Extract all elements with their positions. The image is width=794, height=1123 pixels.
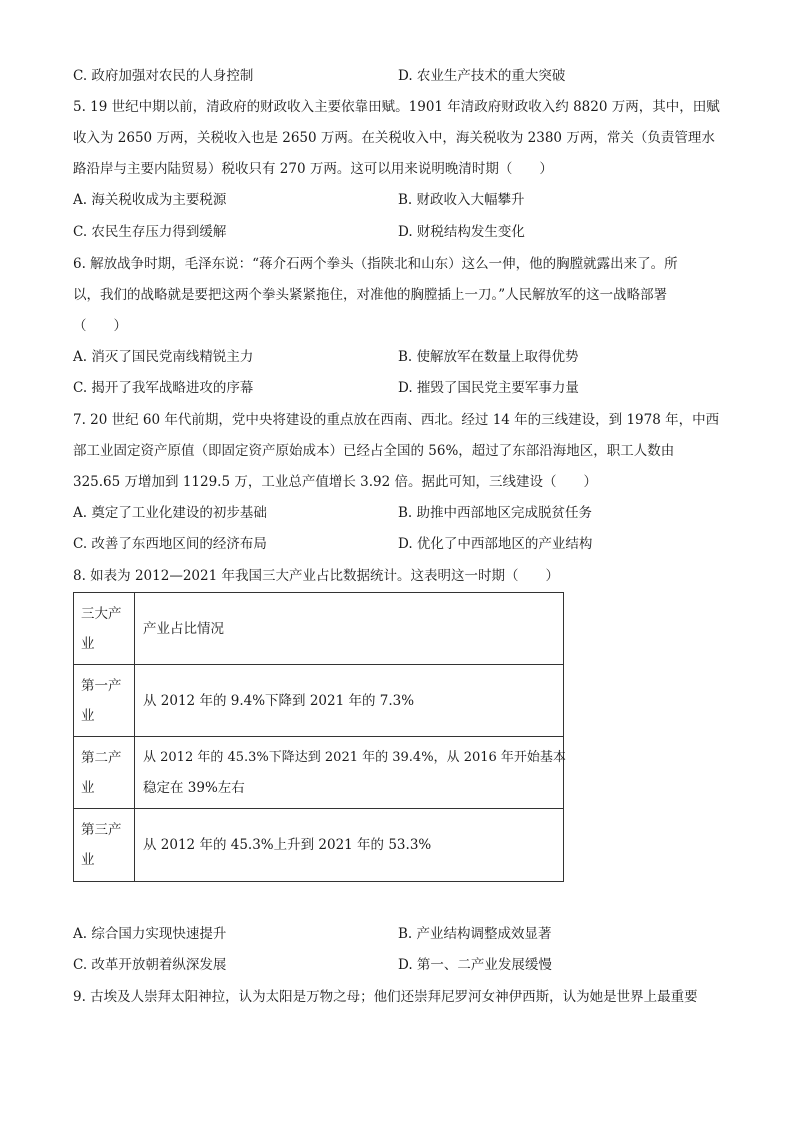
q7-option-c: C. 改善了东西地区间的经济布局	[73, 536, 267, 552]
table-cell-desc	[135, 737, 564, 809]
table-cell-industry	[74, 809, 135, 882]
industry-label-line-1: 第一产	[81, 677, 122, 694]
q5-option-b: B. 财政收入大幅攀升	[398, 192, 525, 208]
q6-stem-line-2: 以，我们的战略就是要把这两个拳头紧紧拖住，对准他的胸膛插上一刀。”人民解放军的这一战略部署	[73, 287, 668, 303]
table-cell-industry	[74, 665, 135, 737]
industry-label-line-2: 业	[81, 779, 95, 796]
table-header-cell	[74, 593, 135, 665]
industry-label-line-1: 第三产	[81, 822, 122, 838]
q5-option-c: C. 农民生存压力得到缓解	[73, 224, 227, 240]
table-row	[74, 665, 564, 737]
industry-share-table	[73, 592, 564, 882]
header-share-text: 产业占比情况	[143, 620, 224, 637]
q7-stem-line-3: 325.65 万增加到 1129.5 万，工业总产值增长 3.92 倍。据此可知，三线建设（ ）	[73, 474, 597, 490]
q8-option-d: D. 第一、二产业发展缓慢	[398, 957, 552, 973]
table-header-cell	[135, 593, 564, 665]
q6-stem-line-1: 6. 解放战争时期，毛泽东说：“蒋介石两个拳头（指陕北和山东）这么一伸，他的胸膛就露出来了。所	[73, 256, 678, 272]
q5-stem-line-3: 路沿岸与主要内陆贸易）税收只有 270 万两。这可以用来说明晚清时期（ ）	[73, 161, 553, 177]
q6-option-c: C. 揭开了我军战略进攻的序幕	[73, 380, 254, 396]
q7-stem-line-2: 部工业固定资产原值（即固定资产原始成本）已经占全国的 56%，超过了东部沿海地区，职工人数由	[73, 443, 675, 459]
q7-option-a: A. 奠定了工业化建设的初步基础	[73, 505, 267, 521]
table-header-row	[74, 593, 564, 665]
table-row	[74, 737, 564, 809]
industry-label-line-2: 业	[81, 852, 95, 868]
q6-stem-line-3: （ ）	[73, 318, 127, 334]
table-cell-desc	[135, 665, 564, 737]
q9-stem-line-1: 9. 古埃及人崇拜太阳神拉，认为太阳是万物之母；他们还崇拜尼罗河女神伊西斯，认为她是世界上最重要	[73, 989, 698, 1005]
industry-label-line-1: 第二产	[81, 749, 122, 766]
desc-line-1: 从 2012 年的 9.4%下降到 2021 年的 7.3%	[143, 692, 415, 709]
q8-option-a: A. 综合国力实现快速提升	[73, 926, 227, 942]
q5-option-d: D. 财税结构发生变化	[398, 224, 525, 240]
q4-option-d: D. 农业生产技术的重大突破	[398, 68, 566, 84]
header-industry-text: 三大产业	[81, 605, 122, 652]
q7-stem-line-1: 7. 20 世纪 60 年代前期，党中央将建设的重点放在西南、西北。经过 14 年的三线建设，到 1978 年，中西	[73, 412, 720, 428]
q5-stem-line-2: 收入为 2650 万两，关税收入也是 2650 万两。在关税收入中，海关税收为 2380 万两，常关（负责管理水	[73, 130, 715, 146]
desc-line-1: 从 2012 年的 45.3%上升到 2021 年的 53.3%	[143, 837, 432, 853]
industry-label-line-2: 业	[81, 707, 95, 724]
q5-stem-line-1: 5. 19 世纪中期以前，清政府的财政收入主要依靠田赋。1901 年清政府财政收入约 8820 万两，其中，田赋	[73, 99, 720, 115]
q4-option-c: C. 政府加强对农民的人身控制	[73, 68, 254, 84]
q7-option-d: D. 优化了中西部地区的产业结构	[398, 536, 593, 552]
q8-stem-line-1: 8. 如表为 2012—2021 年我国三大产业占比数据统计。这表明这一时期（ ）	[73, 568, 559, 584]
q6-option-b: B. 使解放军在数量上取得优势	[398, 349, 579, 365]
q6-option-a: A. 消灭了国民党南线精锐主力	[73, 349, 254, 365]
q5-option-a: A. 海关税收成为主要税源	[73, 192, 227, 208]
q8-option-c: C. 改革开放朝着纵深发展	[73, 957, 227, 973]
q8-option-b: B. 产业结构调整成效显著	[398, 926, 552, 942]
table-cell-industry	[74, 737, 135, 809]
table-cell-desc	[135, 809, 564, 882]
desc-line-1: 从 2012 年的 45.3%下降达到 2021 年的 39.4%，从 2016 年开始基本	[143, 749, 566, 765]
q7-option-b: B. 助推中西部地区完成脱贫任务	[398, 505, 593, 521]
desc-line-2: 稳定在 39%左右	[143, 779, 245, 796]
table-row	[74, 809, 564, 882]
q6-option-d: D. 摧毁了国民党主要军事力量	[398, 380, 579, 396]
